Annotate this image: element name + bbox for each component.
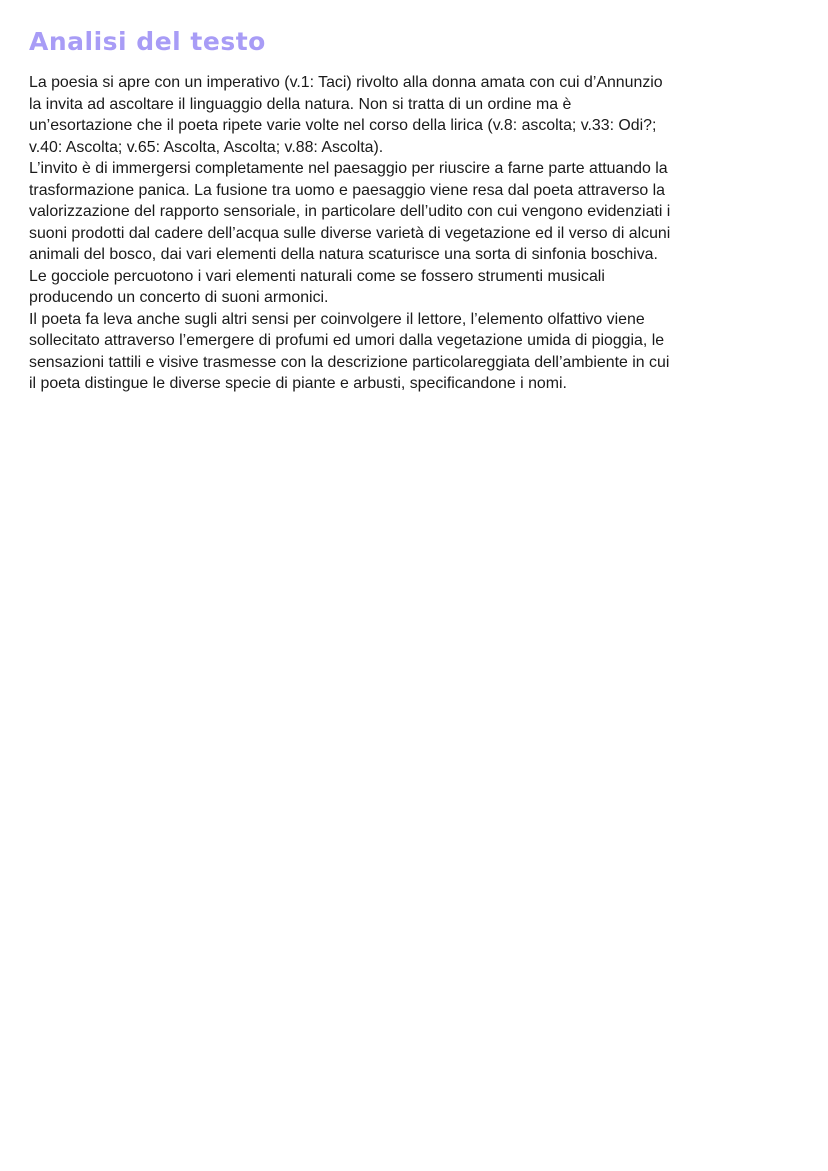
- text-line: Le gocciole percuotono i vari elementi naturali come se fossero strumenti musicali: [29, 267, 605, 285]
- text-line: La poesia si apre con un imperativo (v.1: Taci) rivolto alla donna amata con cui d’Annunzio: [29, 74, 663, 91]
- text-line: v.40: Ascolta; v.65: Ascolta, Ascolta; v.88: Ascolta).: [29, 138, 384, 156]
- page-title: Analisi del testo: [29, 27, 266, 56]
- text-line: sensazioni tattili e visive trasmesse con la descrizione particolareggiata dell’ambiente in cui: [29, 353, 670, 371]
- text-line: sollecitato attraverso l’emergere di profumi ed umori dalla vegetazione umida di pioggia, le: [29, 332, 665, 349]
- text-line: il poeta distingue le diverse specie di piante e arbusti, specificandone i nomi.: [29, 375, 567, 392]
- text-line: valorizzazione del rapporto sensoriale, in particolare dell’udito con cui vengono evidenziati i: [29, 203, 671, 220]
- text-line: producendo un concerto di suoni armonici.: [29, 289, 329, 306]
- text-line: trasformazione panica. La fusione tra uomo e paesaggio viene resa dal poeta attraverso la: [29, 181, 666, 199]
- text-line: un’esortazione che il poeta ripete varie volte nel corso della lirica (v.8: ascolta; v.33: Odi?;: [29, 117, 657, 134]
- text-line: suoni prodotti dal cadere dell’acqua sulle diverse varietà di vegetazione ed il verso di alcuni: [29, 224, 671, 242]
- text-line: animali del bosco, dai vari elementi della natura scaturisce una sorta di sinfonia boschiva.: [29, 246, 658, 263]
- text-line: L’invito è di immergersi completamente nel paesaggio per riuscire a farne parte attuando la: [29, 160, 668, 177]
- body-text: [29, 72, 809, 395]
- text-line: Il poeta fa leva anche sugli altri sensi per coinvolgere il lettore, l’elemento olfattivo viene: [29, 310, 645, 328]
- text-line: la invita ad ascoltare il linguaggio della natura. Non si tratta di un ordine ma è: [29, 95, 572, 113]
